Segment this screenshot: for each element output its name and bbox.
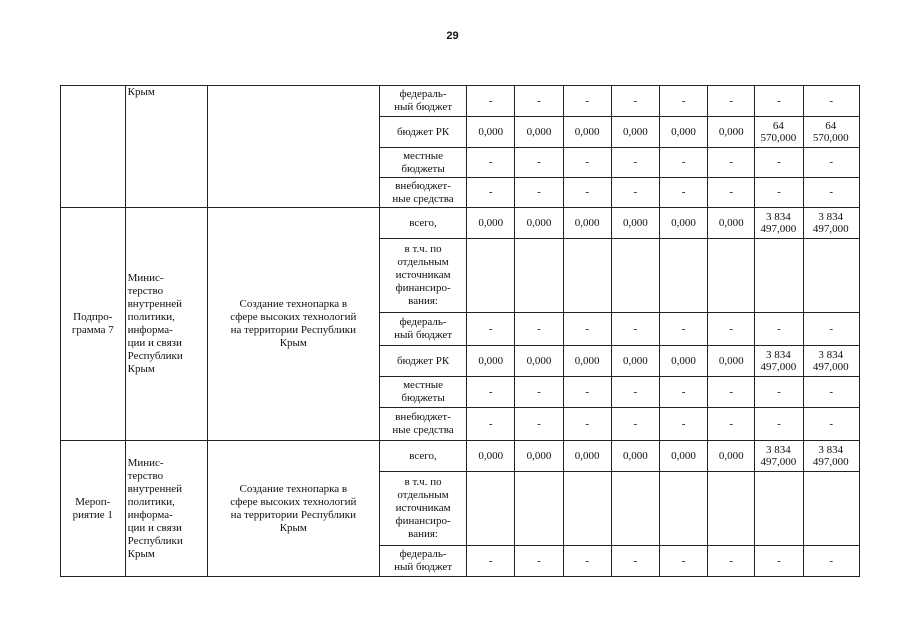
amount-cell: - <box>515 148 563 178</box>
amount-cell: 0,000 <box>563 117 611 148</box>
amount-cell: - <box>755 86 803 117</box>
budget-table <box>60 85 860 577</box>
amount-cell: 0,000 <box>467 346 515 377</box>
amount-cell: - <box>708 178 755 208</box>
amount-cell: - <box>563 178 611 208</box>
amount-cell: - <box>467 408 515 441</box>
amount-cell: - <box>611 546 659 577</box>
program7-label: Подпро- грамма 7 <box>61 208 126 441</box>
funding-source: бюджет РК <box>379 117 466 148</box>
amount-cell: - <box>755 377 803 408</box>
amount-cell: 3 834 497,000 <box>755 441 803 472</box>
fragment-label <box>61 86 126 208</box>
amount-cell: - <box>755 148 803 178</box>
amount-cell: 0,000 <box>467 117 515 148</box>
amount-cell <box>708 239 755 313</box>
amount-cell: - <box>563 148 611 178</box>
amount-cell: - <box>611 408 659 441</box>
funding-source: федераль- ный бюджет <box>379 313 466 346</box>
amount-cell: - <box>467 86 515 117</box>
amount-cell: - <box>803 408 859 441</box>
amount-cell <box>611 239 659 313</box>
funding-source: в т.ч. по отдельным источникам финансиро- вания: <box>379 239 466 313</box>
amount-cell: - <box>659 148 707 178</box>
amount-cell: - <box>467 546 515 577</box>
amount-cell <box>803 239 859 313</box>
fragment-row <box>61 86 860 117</box>
funding-source: местные бюджеты <box>379 148 466 178</box>
amount-cell: - <box>803 546 859 577</box>
amount-cell: 0,000 <box>708 208 755 239</box>
fragment-name <box>207 86 379 208</box>
amount-cell: - <box>755 313 803 346</box>
amount-cell: - <box>803 313 859 346</box>
funding-source: федераль- ный бюджет <box>379 86 466 117</box>
amount-cell: 0,000 <box>515 117 563 148</box>
amount-cell: - <box>515 313 563 346</box>
amount-cell: - <box>515 86 563 117</box>
event1-name: Создание технопарка в сфере высоких технологий на территории Республики Крым <box>207 441 379 577</box>
amount-cell: - <box>708 546 755 577</box>
amount-cell: 0,000 <box>515 346 563 377</box>
amount-cell: - <box>755 178 803 208</box>
funding-source: местные бюджеты <box>379 377 466 408</box>
amount-cell: 0,000 <box>659 117 707 148</box>
amount-cell: 0,000 <box>467 441 515 472</box>
funding-source: внебюджет- ные средства <box>379 178 466 208</box>
amount-cell: 0,000 <box>515 208 563 239</box>
amount-cell: 0,000 <box>611 117 659 148</box>
funding-source: федераль- ный бюджет <box>379 546 466 577</box>
amount-cell: 0,000 <box>563 208 611 239</box>
page-number: 29 <box>446 30 459 42</box>
amount-cell: 0,000 <box>467 208 515 239</box>
program7-executor: Минис- терство внутренней политики, информа- ции и связи Республики Крым <box>125 208 207 441</box>
fragment-executor: Крым <box>125 86 207 208</box>
event1-executor: Минис- терство внутренней политики, информа- ции и связи Республики Крым <box>125 441 207 577</box>
amount-cell: - <box>659 377 707 408</box>
amount-cell <box>515 239 563 313</box>
amount-cell: - <box>755 546 803 577</box>
amount-cell <box>803 472 859 546</box>
amount-cell: - <box>708 313 755 346</box>
amount-cell: - <box>611 148 659 178</box>
amount-cell: - <box>467 178 515 208</box>
amount-cell <box>611 472 659 546</box>
amount-cell: - <box>515 408 563 441</box>
amount-cell: 0,000 <box>708 117 755 148</box>
program7-row <box>61 208 860 239</box>
amount-cell: - <box>755 408 803 441</box>
amount-cell: - <box>563 313 611 346</box>
amount-cell: - <box>563 408 611 441</box>
event1-row <box>61 441 860 472</box>
amount-cell: - <box>563 86 611 117</box>
amount-cell <box>755 239 803 313</box>
amount-cell: - <box>708 377 755 408</box>
event1-label: Мероп- риятие 1 <box>61 441 126 577</box>
amount-cell: 0,000 <box>708 346 755 377</box>
amount-cell: 0,000 <box>563 441 611 472</box>
amount-cell: - <box>515 377 563 408</box>
amount-cell: - <box>708 148 755 178</box>
funding-source: внебюджет- ные средства <box>379 408 466 441</box>
amount-cell: - <box>611 86 659 117</box>
amount-cell: - <box>515 178 563 208</box>
amount-cell: 3 834 497,000 <box>803 441 859 472</box>
amount-cell: 0,000 <box>659 208 707 239</box>
amount-cell: - <box>659 178 707 208</box>
amount-cell: - <box>659 408 707 441</box>
amount-cell: - <box>467 148 515 178</box>
amount-cell: - <box>563 546 611 577</box>
amount-cell: 0,000 <box>659 441 707 472</box>
amount-cell <box>708 472 755 546</box>
amount-cell <box>515 472 563 546</box>
amount-cell <box>659 472 707 546</box>
amount-cell: 3 834 497,000 <box>755 208 803 239</box>
amount-cell: 3 834 497,000 <box>803 208 859 239</box>
amount-cell: - <box>803 377 859 408</box>
amount-cell: 64 570,000 <box>803 117 859 148</box>
amount-cell: - <box>611 313 659 346</box>
funding-source: в т.ч. по отдельным источникам финансиро- вания: <box>379 472 466 546</box>
amount-cell: - <box>659 546 707 577</box>
amount-cell: - <box>708 408 755 441</box>
amount-cell: 3 834 497,000 <box>755 346 803 377</box>
amount-cell: 64 570,000 <box>755 117 803 148</box>
amount-cell: 0,000 <box>708 441 755 472</box>
amount-cell: - <box>467 377 515 408</box>
amount-cell <box>563 239 611 313</box>
amount-cell: - <box>467 313 515 346</box>
amount-cell: - <box>803 86 859 117</box>
amount-cell <box>755 472 803 546</box>
amount-cell: - <box>611 178 659 208</box>
amount-cell <box>467 472 515 546</box>
amount-cell: - <box>563 377 611 408</box>
funding-source: бюджет РК <box>379 346 466 377</box>
funding-source: всего, <box>379 208 466 239</box>
amount-cell <box>659 239 707 313</box>
amount-cell: 0,000 <box>611 346 659 377</box>
amount-cell: 0,000 <box>515 441 563 472</box>
amount-cell: 0,000 <box>611 208 659 239</box>
amount-cell <box>563 472 611 546</box>
amount-cell: - <box>803 148 859 178</box>
amount-cell: - <box>611 377 659 408</box>
amount-cell: - <box>659 313 707 346</box>
program7-name: Создание технопарка в сфере высоких технологий на территории Республики Крым <box>207 208 379 441</box>
amount-cell: - <box>803 178 859 208</box>
amount-cell: - <box>659 86 707 117</box>
amount-cell <box>467 239 515 313</box>
amount-cell: 0,000 <box>563 346 611 377</box>
amount-cell: 0,000 <box>611 441 659 472</box>
amount-cell: 3 834 497,000 <box>803 346 859 377</box>
amount-cell: 0,000 <box>659 346 707 377</box>
funding-source: всего, <box>379 441 466 472</box>
amount-cell: - <box>708 86 755 117</box>
amount-cell: - <box>515 546 563 577</box>
